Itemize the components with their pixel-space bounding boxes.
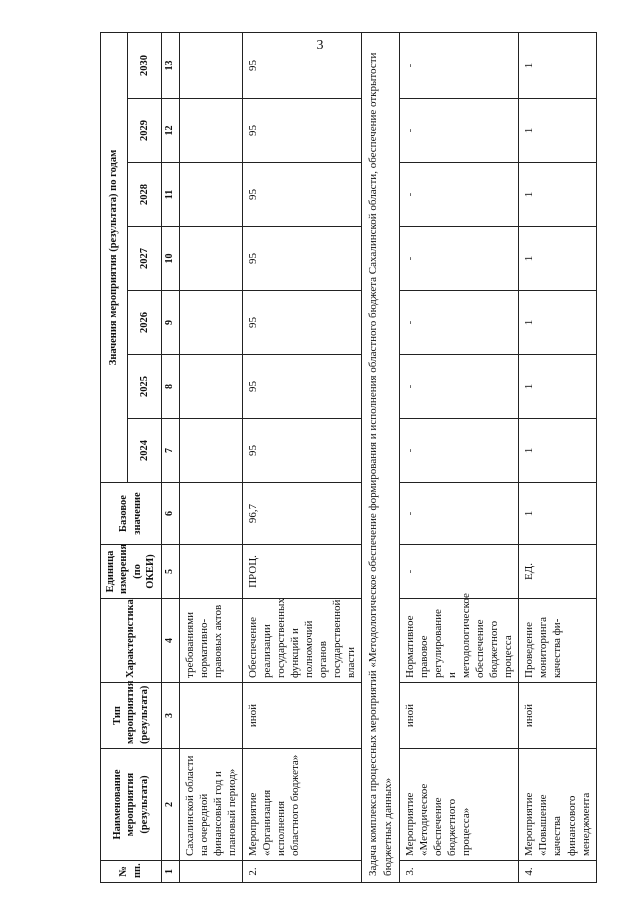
row-base: 96,7 xyxy=(242,483,362,545)
row-value: - xyxy=(399,291,519,355)
header-values: Значения мероприятия (результата) по годам xyxy=(101,32,128,482)
row-value: - xyxy=(399,32,519,98)
row-unit: - xyxy=(399,545,519,599)
header-year: 2030 xyxy=(127,32,161,98)
row-value: 95 xyxy=(242,291,362,355)
row-base xyxy=(179,483,242,545)
column-number-row xyxy=(161,32,179,882)
row-type: иной xyxy=(399,683,519,749)
row-no: 3. xyxy=(399,861,519,883)
header-unit: Единица измерения (по ОКЕИ) xyxy=(101,545,162,599)
header-name: Наименование мероприятия (результата) xyxy=(101,749,162,861)
column-number: 5 xyxy=(161,545,179,599)
header-year: 2026 xyxy=(127,291,161,355)
table-row xyxy=(242,32,362,882)
header-year: 2027 xyxy=(127,227,161,291)
column-number: 13 xyxy=(161,32,179,98)
row-no xyxy=(179,861,242,883)
row-value: - xyxy=(399,163,519,227)
row-value: 95 xyxy=(242,355,362,419)
row-value: 95 xyxy=(242,227,362,291)
row-value xyxy=(179,227,242,291)
task-text: Задача комплекса процессных мероприятий «Методологическое обеспечение формирования и исполнения областного бюджета Сахалинской области, обеспечение открытости бюджетных данных» xyxy=(362,32,399,882)
row-value xyxy=(179,32,242,98)
measures-table xyxy=(100,32,597,883)
row-name: Мероприятие «Повышение качества финансового менеджмента xyxy=(519,749,596,861)
row-value: 95 xyxy=(242,419,362,483)
column-number: 9 xyxy=(161,291,179,355)
row-unit: ПРОЦ. xyxy=(242,545,362,599)
column-number: 6 xyxy=(161,483,179,545)
rotated-table-container xyxy=(100,33,620,883)
row-characteristic: Нормативное правовое регулирование и методологическое обеспечение бюджетного процесса xyxy=(399,599,519,683)
row-characteristic: требованиями нормативно-правовых актов xyxy=(179,599,242,683)
table-row xyxy=(179,32,242,882)
row-value xyxy=(179,291,242,355)
row-value: 1 xyxy=(519,163,596,227)
column-number: 10 xyxy=(161,227,179,291)
row-value: - xyxy=(399,419,519,483)
row-base: - xyxy=(399,483,519,545)
row-value: 95 xyxy=(242,163,362,227)
column-number: 7 xyxy=(161,419,179,483)
row-value xyxy=(179,419,242,483)
column-number: 3 xyxy=(161,683,179,749)
row-name: Мероприятие «Методическое обеспечение бюджетного процесса» xyxy=(399,749,519,861)
header-no: № пп. xyxy=(101,861,162,883)
column-number: 2 xyxy=(161,749,179,861)
row-characteristic: Проведение мониторинга качества фи- xyxy=(519,599,596,683)
row-unit: ЕД. xyxy=(519,545,596,599)
row-value xyxy=(179,355,242,419)
header-year: 2024 xyxy=(127,419,161,483)
row-type: иной xyxy=(242,683,362,749)
row-type xyxy=(179,683,242,749)
header-year: 2025 xyxy=(127,355,161,419)
row-name: Сахалинской области на очередной финансовый год и плановый период» xyxy=(179,749,242,861)
row-value: 1 xyxy=(519,32,596,98)
row-type: иной xyxy=(519,683,596,749)
row-value: 95 xyxy=(242,99,362,163)
row-base: 1 xyxy=(519,483,596,545)
column-number: 4 xyxy=(161,599,179,683)
table-row xyxy=(519,32,596,882)
row-value xyxy=(179,163,242,227)
row-no: 2. xyxy=(242,861,362,883)
row-value: - xyxy=(399,355,519,419)
row-value: - xyxy=(399,99,519,163)
header-year: 2029 xyxy=(127,99,161,163)
header-base: Базовое значение xyxy=(101,483,162,545)
row-value: 95 xyxy=(242,32,362,98)
row-value: 1 xyxy=(519,99,596,163)
page-number: 3 xyxy=(316,38,324,53)
row-value: - xyxy=(399,227,519,291)
row-value: 1 xyxy=(519,227,596,291)
row-value: 1 xyxy=(519,419,596,483)
header-characteristic: Характеристика xyxy=(101,599,162,683)
header-year: 2028 xyxy=(127,163,161,227)
row-no: 4. xyxy=(519,861,596,883)
column-number: 12 xyxy=(161,99,179,163)
row-characteristic: Обеспечение реализации государственных функций и полномочий органов государственной власти xyxy=(242,599,362,683)
column-number: 11 xyxy=(161,163,179,227)
row-unit xyxy=(179,545,242,599)
row-value: 1 xyxy=(519,291,596,355)
table-row xyxy=(399,32,519,882)
row-name: Мероприятие «Организация исполнения областного бюджета» xyxy=(242,749,362,861)
column-number: 8 xyxy=(161,355,179,419)
header-type: Тип мероприятия (результата) xyxy=(101,683,162,749)
row-value: 1 xyxy=(519,355,596,419)
column-number: 1 xyxy=(161,861,179,883)
row-value xyxy=(179,99,242,163)
task-row xyxy=(362,32,399,882)
